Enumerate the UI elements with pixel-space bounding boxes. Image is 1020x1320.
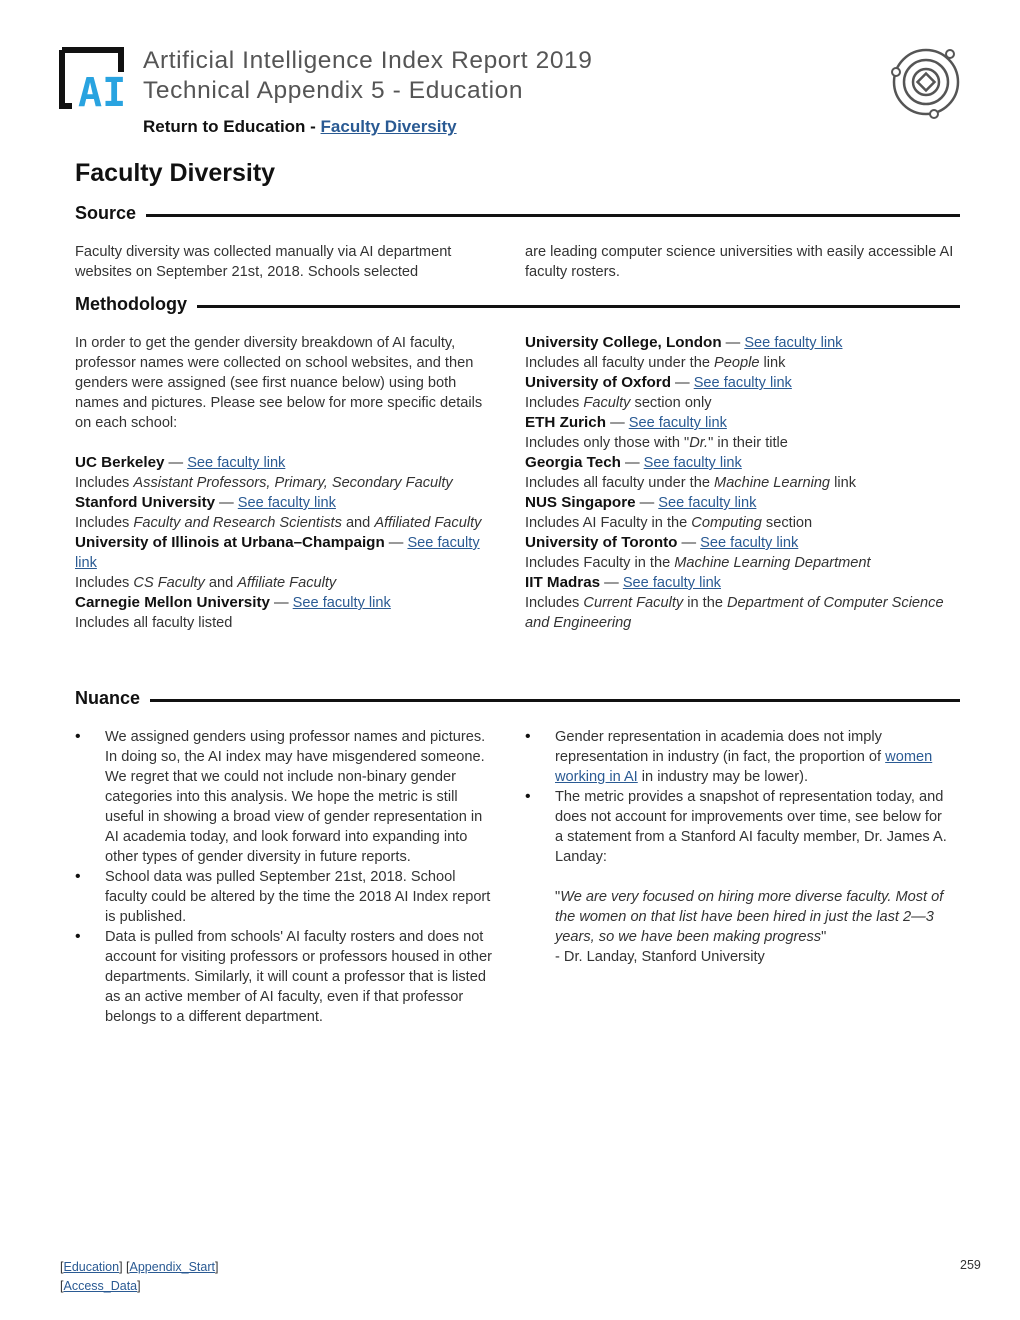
includes-text: Assistant Professors, Primary, Secondary Faculty: [133, 475, 453, 491]
see-faculty-link[interactable]: See faculty link: [744, 335, 843, 351]
nuance-left-column: [75, 727, 495, 1027]
includes-text: link: [830, 475, 857, 491]
school-includes: [525, 593, 960, 633]
footer-link-education[interactable]: Education: [63, 1260, 120, 1274]
see-faculty-link[interactable]: See faculty link: [628, 415, 727, 431]
nuance-bullet: [525, 787, 950, 967]
school-heading: [75, 533, 500, 573]
includes-text: Department of Computer Science and Engineering: [525, 595, 944, 631]
school-name: Georgia Tech: [525, 454, 621, 471]
dash: —: [384, 535, 408, 551]
school-heading: [75, 493, 500, 513]
dash: —: [269, 595, 293, 611]
school-name: University of Illinois at Urbana–Champaign: [75, 534, 385, 551]
school-includes: [75, 513, 500, 533]
includes-text: Includes: [525, 395, 584, 411]
return-link-faculty-diversity[interactable]: Faculty Diversity: [320, 117, 457, 136]
page-number: 259: [960, 1258, 981, 1272]
return-navigation: [143, 117, 457, 137]
includes-text: Faculty and Research Scientists: [133, 515, 342, 531]
includes-text: CS Faculty: [133, 575, 205, 591]
quote-text: We are very focused on hiring more diverse faculty. Most of the women on that list have been hired in just the last 2—3 years, so we have been making progress: [555, 889, 944, 945]
see-faculty-link[interactable]: See faculty link: [622, 575, 721, 591]
nuance-right-column: [525, 727, 950, 967]
includes-text: Includes: [75, 575, 134, 591]
dash: —: [635, 495, 659, 511]
includes-text: Includes: [75, 515, 134, 531]
includes-text: Includes Faculty in the: [525, 555, 675, 571]
dash: —: [671, 375, 694, 391]
section-source: [75, 203, 960, 224]
includes-text: Includes all faculty under the: [525, 475, 715, 491]
school-list-right: [525, 333, 960, 633]
school-name: Carnegie Mellon University: [75, 594, 270, 611]
school-includes: [75, 473, 500, 493]
see-faculty-link[interactable]: See faculty link: [187, 455, 286, 471]
includes-text: and: [341, 515, 375, 531]
includes-text: Machine Learning: [714, 475, 831, 491]
includes-text: and: [204, 575, 238, 591]
section-heading: Methodology: [75, 294, 187, 314]
school-name: University College, London: [525, 334, 722, 351]
section-heading: Nuance: [75, 688, 141, 708]
includes-text: Includes: [525, 595, 584, 611]
includes-text: Current Faculty: [583, 595, 684, 611]
includes-text: Includes all faculty under the: [525, 355, 715, 371]
orbit-icon: [888, 44, 964, 120]
footer-link-appendix-start[interactable]: Appendix_Start: [129, 1260, 215, 1274]
includes-text: Dr.: [689, 435, 709, 451]
school-name: University of Toronto: [525, 534, 678, 551]
includes-text: Affiliated Faculty: [374, 515, 482, 531]
includes-text: " in their title: [708, 435, 788, 451]
includes-text: Faculty: [583, 395, 631, 411]
school-name: University of Oxford: [525, 374, 671, 391]
school-heading: [75, 593, 500, 613]
school-includes: [525, 553, 960, 573]
includes-text: section only: [630, 395, 712, 411]
bullet-text: The metric provides a snapshot of representation today, and does not account for improvements over time, see below for a statement from a Stanford AI faculty member, Dr. James A. Landay:: [555, 789, 947, 865]
includes-text: link: [759, 355, 786, 371]
dash: —: [677, 535, 701, 551]
school-includes: [75, 573, 500, 593]
see-faculty-link[interactable]: See faculty link: [75, 535, 480, 571]
includes-text: Machine Learning Department: [674, 555, 871, 571]
divider: [146, 214, 960, 217]
school-includes: [525, 393, 960, 413]
school-includes: [525, 433, 960, 453]
source-text-left: Faculty diversity was collected manually via AI department websites on September 21st, 2018. Schools selected: [75, 244, 452, 280]
school-heading: [525, 533, 960, 553]
see-faculty-link[interactable]: See faculty link: [237, 495, 336, 511]
school-includes: [525, 353, 960, 373]
section-nuance: [75, 688, 960, 709]
ai-index-logo: [58, 46, 130, 110]
methodology-right-column: [525, 333, 960, 633]
school-name: ETH Zurich: [525, 414, 607, 431]
includes-text: section: [761, 515, 813, 531]
see-faculty-link[interactable]: See faculty link: [658, 495, 757, 511]
report-title: Artificial Intelligence Index Report 2019: [143, 47, 593, 74]
source-text-right: are leading computer science universities with easily accessible AI faculty rosters.: [525, 244, 954, 280]
landay-quote: [555, 887, 950, 947]
school-includes: [75, 613, 500, 633]
dash: —: [620, 455, 644, 471]
nuance-bullet: [525, 727, 950, 787]
nuance-bullets-left: [75, 727, 495, 1027]
includes-text: Includes AI Faculty in the: [525, 515, 692, 531]
quote-mark: ": [555, 889, 561, 905]
see-faculty-link[interactable]: See faculty link: [292, 595, 391, 611]
quote-attribution: - Dr. Landay, Stanford University: [555, 949, 765, 965]
school-list-left: [75, 453, 500, 633]
nuance-bullet: • We assigned genders using professor names and pictures. In doing so, the AI index may have misgendered someone. We regret that we could not include non-binary gender categories into this analysis. We hope the metric is still useful in showing a broad view of gender representation in AI academia today, and look forward into expanding into other types of gender diversity in future reports.: [75, 727, 495, 867]
divider: [197, 305, 960, 308]
methodology-left-column: [75, 333, 500, 633]
divider: [150, 699, 960, 702]
nuance-bullets-right: [525, 727, 950, 967]
school-includes: [525, 513, 960, 533]
quote-mark: ": [821, 929, 827, 945]
school-includes: [525, 473, 960, 493]
see-faculty-link[interactable]: See faculty link: [693, 375, 792, 391]
school-heading: [525, 413, 960, 433]
logo-text: AI: [78, 70, 127, 110]
school-heading: [525, 573, 960, 593]
nuance-bullet: • School data was pulled September 21st, 2018. School faculty could be altered by the time the 2018 AI Index report is published.: [75, 867, 495, 927]
women-working-in-ai-link[interactable]: women working in AI: [555, 749, 933, 785]
includes-text: in the: [683, 595, 727, 611]
school-heading: [525, 453, 960, 473]
school-name: IIT Madras: [525, 574, 601, 591]
section-heading: Source: [75, 203, 137, 223]
see-faculty-link[interactable]: See faculty link: [643, 455, 742, 471]
includes-text: Includes only those with ": [525, 435, 690, 451]
appendix-title: Technical Appendix 5 - Education: [143, 77, 524, 104]
nuance-bullet: • Data is pulled from schools' AI faculty rosters and does not account for visiting professors or professors housed in other departments. Similarly, it will count a professor that is listed as an active member of AI faculty, even if that professor belongs to a different department.: [75, 927, 495, 1027]
dash: —: [721, 335, 745, 351]
school-heading: [75, 453, 500, 473]
section-methodology: [75, 294, 960, 315]
bullet-text: Gender representation in academia does not imply representation in industry (in fact, the proportion of: [555, 729, 886, 765]
school-heading: [525, 493, 960, 513]
includes-text: Affiliate Faculty: [237, 575, 337, 591]
school-heading: [525, 373, 960, 393]
dash: —: [164, 455, 188, 471]
footer-links: [Education] [Appendix_Start] [Access_Data]: [60, 1260, 219, 1293]
see-faculty-link[interactable]: See faculty link: [700, 535, 799, 551]
methodology-intro: In order to get the gender diversity breakdown of AI faculty, professor names were collected on school websites, and then genders were assigned (see first nuance below) using both names and pictures. Please see below for more specific details on each school:: [75, 335, 483, 431]
school-heading: [525, 333, 960, 353]
dash: —: [600, 575, 623, 591]
dash: —: [215, 495, 238, 511]
school-name: NUS Singapore: [525, 494, 636, 511]
bullet-text: in industry may be lower).: [637, 769, 809, 785]
includes-text: People: [714, 355, 760, 371]
footer-link-access-data[interactable]: Access_Data: [63, 1279, 138, 1293]
school-name: UC Berkeley: [75, 454, 165, 471]
school-name: Stanford University: [75, 494, 216, 511]
return-prefix: Return to Education -: [143, 117, 321, 136]
includes-text: Includes: [75, 475, 134, 491]
dash: —: [606, 415, 629, 431]
includes-text: Computing: [691, 515, 762, 531]
page-title: Faculty Diversity: [75, 159, 276, 187]
includes-text: Includes all faculty listed: [75, 615, 233, 631]
